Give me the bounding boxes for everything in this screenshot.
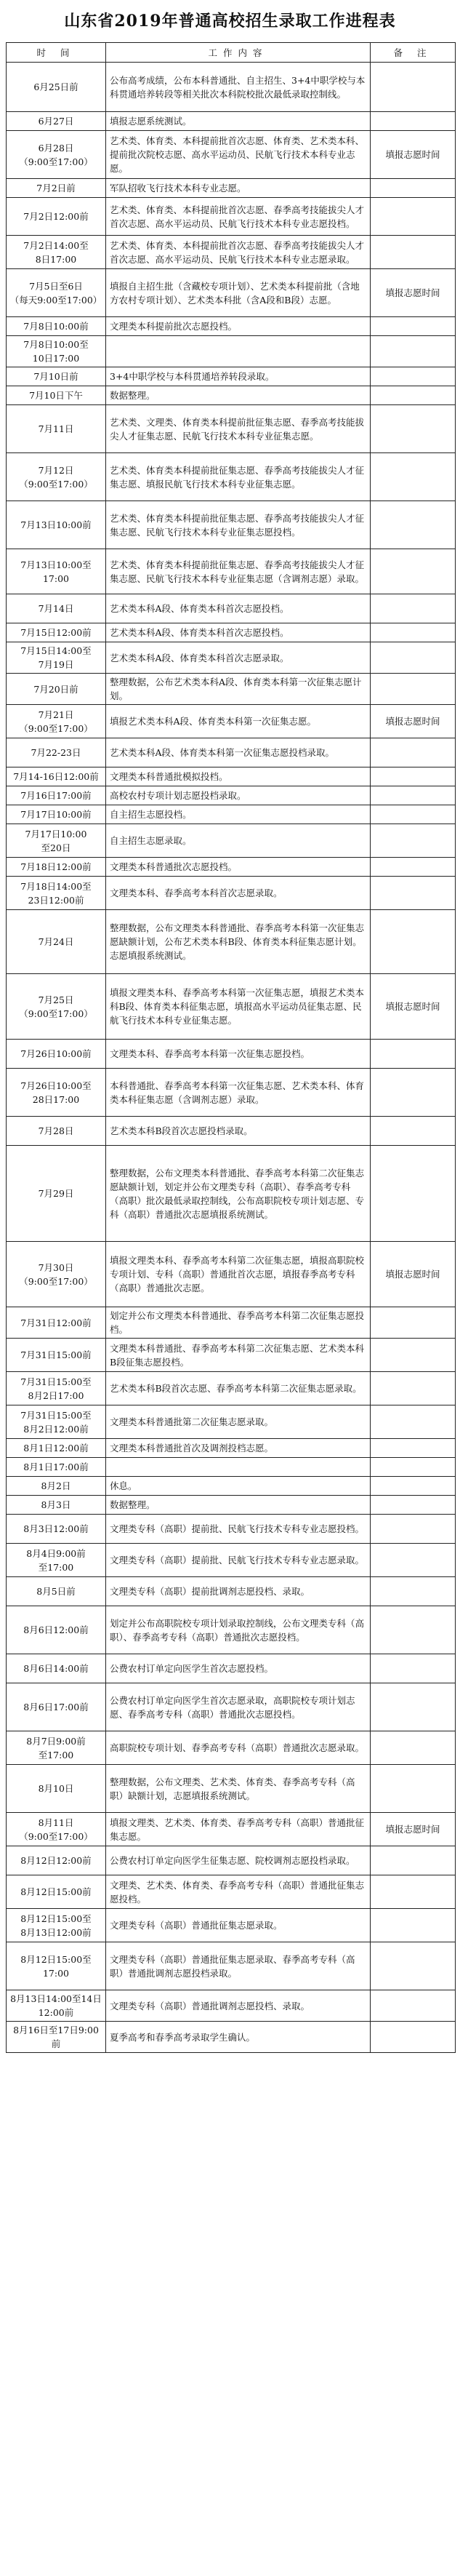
table-row [7, 1372, 456, 1405]
row-content: 整理数据，公布文理类、艺术类、体育类、春季高考专科（高职）缺额计划，志愿填报系统测试。 [106, 1765, 371, 1813]
row-time: 7月15日14:00至 7月19日 [7, 642, 106, 674]
row-content: 艺术类本科A段、体育类本科首次志愿投档。 [106, 594, 371, 623]
table-row [7, 767, 456, 786]
row-note [371, 1339, 456, 1372]
header-note: 备 注 [371, 43, 456, 63]
row-note: 填报志愿时间 [371, 1242, 456, 1307]
table-row [7, 1813, 456, 1846]
table-row [7, 1606, 456, 1654]
row-time: 7月21日 （9:00至17:00） [7, 705, 106, 738]
row-time: 8月5日前 [7, 1577, 106, 1606]
row-content: 艺术类、文理类、体育类本科提前批征集志愿、春季高考技能拔尖人才征集志愿、民航飞行技术本科专业征集志愿。 [106, 405, 371, 453]
table-row [7, 1040, 456, 1069]
row-time: 8月1日17:00前 [7, 1458, 106, 1477]
table-row [7, 824, 456, 858]
row-note [371, 1731, 456, 1765]
row-content: 艺术类、体育类本科提前批征集志愿、春季高考技能拔尖人才征集志愿、民航飞行技术本科专业征集志愿投档。 [106, 501, 371, 549]
row-content: 艺术类本科A段、体育类本科第一次征集志愿投档录取。 [106, 738, 371, 767]
row-content: 数据整理。 [106, 386, 371, 405]
table-row [7, 1909, 456, 1942]
row-time: 7月17日10:00前 [7, 805, 106, 824]
row-content: 休息。 [106, 1477, 371, 1496]
row-time: 8月2日 [7, 1477, 106, 1496]
table-row [7, 1990, 456, 2022]
row-note [371, 1307, 456, 1339]
row-note [371, 1477, 456, 1496]
row-content: 公费农村订单定向医学生征集志愿、院校调剂志愿投档录取。 [106, 1846, 371, 1875]
row-note [371, 1405, 456, 1439]
row-note [371, 63, 456, 112]
row-time: 8月6日12:00前 [7, 1606, 106, 1654]
table-row [7, 1477, 456, 1496]
row-note [371, 805, 456, 824]
row-note [371, 1606, 456, 1654]
row-time: 7月13日10:00至 17:00 [7, 549, 106, 594]
row-note [371, 767, 456, 786]
row-time: 7月2日12:00前 [7, 198, 106, 236]
row-note: 填报志愿时间 [371, 131, 456, 179]
header-time: 时 间 [7, 43, 106, 63]
table-row [7, 549, 456, 594]
row-content: 公费农村订单定向医学生首次志愿投档。 [106, 1654, 371, 1683]
page-title: 山东省2019年普通高校招生录取工作进程表 [64, 12, 396, 31]
row-content: 文理类本科普通批首次及调剂投档志愿。 [106, 1439, 371, 1458]
row-note: 填报志愿时间 [371, 269, 456, 317]
table-row [7, 269, 456, 317]
row-note [371, 910, 456, 974]
table-row [7, 594, 456, 623]
row-content: 高校农村专项计划志愿投档录取。 [106, 786, 371, 805]
table-row [7, 1731, 456, 1765]
table-row [7, 367, 456, 386]
table-row [7, 112, 456, 131]
table-row [7, 1496, 456, 1515]
row-time: 8月6日17:00前 [7, 1683, 106, 1731]
row-time: 7月25日 （9:00至17:00） [7, 974, 106, 1040]
table-row [7, 198, 456, 236]
table-row [7, 1942, 456, 1990]
row-time: 7月22-23日 [7, 738, 106, 767]
row-note [371, 386, 456, 405]
row-time: 8月16日至17日9:00前 [7, 2022, 106, 2053]
row-time: 7月16日17:00前 [7, 786, 106, 805]
row-note [371, 405, 456, 453]
table-row [7, 1117, 456, 1146]
row-time: 8月3日 [7, 1496, 106, 1515]
row-content: 军队招收飞行技术本科专业志愿。 [106, 179, 371, 198]
row-content: 3+4中职学校与本科贯通培养转段录取。 [106, 367, 371, 386]
row-note [371, 1909, 456, 1942]
row-content: 文理类、艺术类、体育类、春季高考专科（高职）普通批征集志愿投档。 [106, 1875, 371, 1909]
row-note [371, 336, 456, 367]
row-time: 7月18日14:00至 23日12:00前 [7, 877, 106, 910]
row-content: 填报文理类本科、春季高考本科第二次征集志愿，填报高职院校专项计划、专科（高职）普通批首次志愿，填报春季高考专科（高职）普通批次志愿。 [106, 1242, 371, 1307]
table-row [7, 179, 456, 198]
row-note [371, 738, 456, 767]
row-content: 文理类本科普通批模拟投档。 [106, 767, 371, 786]
row-content: 数据整理。 [106, 1496, 371, 1515]
table-row [7, 386, 456, 405]
row-time: 7月26日10:00至 28日17:00 [7, 1069, 106, 1117]
table-row [7, 1307, 456, 1339]
table-row [7, 877, 456, 910]
row-content: 本科普通批、春季高考本科第一次征集志愿、艺术类本科、体育类本科征集志愿（含调剂志愿）录取。 [106, 1069, 371, 1117]
row-content: 填报艺术类本科A段、体育类本科第一次征集志愿。 [106, 705, 371, 738]
row-note [371, 594, 456, 623]
row-note [371, 786, 456, 805]
row-time: 6月25日前 [7, 63, 106, 112]
table-row [7, 1577, 456, 1606]
row-time: 6月27日 [7, 112, 106, 131]
row-note [371, 623, 456, 642]
row-time: 8月12日12:00前 [7, 1846, 106, 1875]
row-content: 艺术类本科A段、体育类本科首次志愿录取。 [106, 642, 371, 674]
table-row [7, 1683, 456, 1731]
row-note [371, 642, 456, 674]
table-row [7, 705, 456, 738]
row-time: 8月3日12:00前 [7, 1515, 106, 1544]
header-row [7, 43, 456, 63]
row-time: 7月28日 [7, 1117, 106, 1146]
row-content: 公布高考成绩，公布本科普通批、自主招生、3+4中职学校与本科贯通培养转段等相关批次本科院校批次最低录取控制线。 [106, 63, 371, 112]
table-row [7, 63, 456, 112]
row-time: 7月17日10:00 至20日 [7, 824, 106, 858]
row-content: 艺术类、体育类本科提前批征集志愿、春季高考技能拔尖人才征集志愿、填报民航飞行技术本科专业征集志愿。 [106, 453, 371, 501]
table-row [7, 623, 456, 642]
row-time: 7月31日12:00前 [7, 1307, 106, 1339]
row-time: 7月2日前 [7, 179, 106, 198]
row-time: 7月31日15:00前 [7, 1339, 106, 1372]
table-row [7, 1765, 456, 1813]
row-note [371, 1942, 456, 1990]
row-content: 填报文理类本科、春季高考本科第一次征集志愿，填报艺术类本科B段、体育类本科征集志愿，填报高水平运动员征集志愿、民航飞行技术本科专业征集志愿。 [106, 974, 371, 1040]
row-time: 7月15日12:00前 [7, 623, 106, 642]
row-content: 高职院校专项计划、春季高考专科（高职）普通批次志愿录取。 [106, 1731, 371, 1765]
table-row [7, 1242, 456, 1307]
row-content: 艺术类、体育类、本科提前批首次志愿、春季高考技能拔尖人才首次志愿、高水平运动员、民航飞行技术本科专业志愿录取。 [106, 236, 371, 269]
table-row [7, 786, 456, 805]
table-row [7, 501, 456, 549]
row-note [371, 1654, 456, 1683]
row-note [371, 179, 456, 198]
row-content: 文理类本科、春季高考本科首次志愿录取。 [106, 877, 371, 910]
row-time: 8月11日 （9:00至17:00） [7, 1813, 106, 1846]
row-time: 7月10日前 [7, 367, 106, 386]
table-row [7, 805, 456, 824]
row-content: 填报志愿系统测试。 [106, 112, 371, 131]
row-time: 8月4日9:00前 至17:00 [7, 1544, 106, 1577]
row-content: 文理类专科（高职）普通批调剂志愿投档、录取。 [106, 1990, 371, 2022]
row-time: 7月24日 [7, 910, 106, 974]
row-content: 文理类专科（高职）普通批征集志愿录取。 [106, 1909, 371, 1942]
table-row [7, 405, 456, 453]
row-note [371, 317, 456, 336]
row-time: 7月20日前 [7, 674, 106, 705]
table-row [7, 858, 456, 877]
table-row [7, 1458, 456, 1477]
table-row [7, 738, 456, 767]
row-time: 7月13日10:00前 [7, 501, 106, 549]
table-row [7, 453, 456, 501]
row-content: 公费农村订单定向医学生首次志愿录取，高职院校专项计划志愿、春季高考专科（高职）普通批次志愿投档。 [106, 1683, 371, 1731]
row-content: 整理数据，公布艺术类本科A段、体育类本科第一次征集志愿计划。 [106, 674, 371, 705]
row-time: 7月5日至6日 （每天9:00至17:00） [7, 269, 106, 317]
row-note [371, 1846, 456, 1875]
row-content: 艺术类本科B段首次志愿投档录取。 [106, 1117, 371, 1146]
row-time: 7月29日 [7, 1146, 106, 1242]
table-row [7, 131, 456, 179]
row-content: 艺术类、体育类本科提前批征集志愿、春季高考技能拔尖人才征集志愿、民航飞行技术本科专业征集志愿（含调剂志愿）录取。 [106, 549, 371, 594]
header-content: 工作内容 [106, 43, 371, 63]
row-note [371, 1683, 456, 1731]
row-note [371, 1515, 456, 1544]
table-row [7, 236, 456, 269]
row-time: 8月10日 [7, 1765, 106, 1813]
table-row [7, 974, 456, 1040]
schedule-body [7, 63, 456, 2053]
table-row [7, 642, 456, 674]
row-note [371, 1040, 456, 1069]
row-time: 7月31日15:00至 8月2日12:00前 [7, 1405, 106, 1439]
row-content: 文理类专科（高职）普通批征集志愿录取、春季高考专科（高职）普通批调剂志愿投档录取。 [106, 1942, 371, 1990]
row-note [371, 1069, 456, 1117]
row-note [371, 453, 456, 501]
row-note [371, 1875, 456, 1909]
row-note [371, 1372, 456, 1405]
row-note [371, 1439, 456, 1458]
row-note [371, 1765, 456, 1813]
row-content: 自主招生志愿投档。 [106, 805, 371, 824]
row-time: 8月12日15:00至 17:00 [7, 1942, 106, 1990]
row-note [371, 2022, 456, 2053]
row-content: 艺术类、体育类、本科提前批首次志愿、春季高考技能拔尖人才首次志愿、高水平运动员、民航飞行技术本科专业志愿投档。 [106, 198, 371, 236]
row-note: 填报志愿时间 [371, 1813, 456, 1846]
table-row [7, 317, 456, 336]
row-content: 艺术类本科B段首次志愿、春季高考本科第二次征集志愿录取。 [106, 1372, 371, 1405]
row-time: 8月12日15:00前 [7, 1875, 106, 1909]
row-note [371, 824, 456, 858]
table-row [7, 1544, 456, 1577]
row-time: 8月12日15:00至 8月13日12:00前 [7, 1909, 106, 1942]
row-content: 划定并公布高职院校专项计划录取控制线，公布文理类专科（高职）、春季高考专科（高职）普通批次志愿投档。 [106, 1606, 371, 1654]
row-content: 整理数据，公布文理类本科普通批、春季高考本科第一次征集志愿缺额计划，公布艺术类本科B段、体育类本科征集志愿计划。志愿填报系统测试。 [106, 910, 371, 974]
row-time: 7月11日 [7, 405, 106, 453]
row-content: 划定并公布文理类本科普通批、春季高考本科第二次征集志愿投档。 [106, 1307, 371, 1339]
row-time: 8月7日9:00前 至17:00 [7, 1731, 106, 1765]
schedule-table [6, 42, 456, 2053]
row-note [371, 858, 456, 877]
row-content: 文理类本科普通批第二次征集志愿录取。 [106, 1405, 371, 1439]
row-content: 文理类本科普通批、春季高考本科第二次征集志愿、艺术类本科B段征集志愿投档。 [106, 1339, 371, 1372]
row-note [371, 549, 456, 594]
row-content: 文理类专科（高职）提前批、民航飞行技术专科专业志愿录取。 [106, 1544, 371, 1577]
row-note [371, 1146, 456, 1242]
row-note [371, 198, 456, 236]
row-content: 夏季高考和春季高考录取学生确认。 [106, 2022, 371, 2053]
row-time: 7月18日12:00前 [7, 858, 106, 877]
row-time: 8月13日14:00至14日12:00前 [7, 1990, 106, 2022]
row-content: 文理类本科提前批次志愿投档。 [106, 317, 371, 336]
row-time: 8月6日14:00前 [7, 1654, 106, 1683]
table-row [7, 674, 456, 705]
row-note [371, 236, 456, 269]
row-note [371, 1577, 456, 1606]
row-time: 6月28日 （9:00至17:00） [7, 131, 106, 179]
row-note [371, 367, 456, 386]
row-content [106, 336, 371, 367]
row-note [371, 1496, 456, 1515]
row-time: 7月14-16日12:00前 [7, 767, 106, 786]
row-content: 填报文理类、艺术类、体育类、春季高考专科（高职）普通批征集志愿。 [106, 1813, 371, 1846]
table-row [7, 336, 456, 367]
row-time: 7月26日10:00前 [7, 1040, 106, 1069]
row-time: 7月2日14:00至 8日17:00 [7, 236, 106, 269]
row-note [371, 501, 456, 549]
row-note [371, 1990, 456, 2022]
row-time: 7月12日 （9:00至17:00） [7, 453, 106, 501]
row-content: 文理类本科普通批次志愿投档。 [106, 858, 371, 877]
row-time: 8月1日12:00前 [7, 1439, 106, 1458]
row-note [371, 877, 456, 910]
table-row [7, 1875, 456, 1909]
row-content: 文理类本科、春季高考本科第一次征集志愿投档。 [106, 1040, 371, 1069]
table-row [7, 1846, 456, 1875]
row-note [371, 1458, 456, 1477]
row-time: 7月8日10:00前 [7, 317, 106, 336]
table-row [7, 1439, 456, 1458]
row-time: 7月8日10:00至 10日17:00 [7, 336, 106, 367]
table-row [7, 910, 456, 974]
row-time: 7月14日 [7, 594, 106, 623]
row-content: 整理数据，公布文理类本科普通批、春季高考本科第二次征集志愿缺额计划，划定并公布文理类专科（高职）、春季高考专科（高职）批次最低录取控制线，公布高职院校专项计划志愿、专科（高职）普通批次志愿填报系统测试。 [106, 1146, 371, 1242]
row-content [106, 1458, 371, 1477]
table-row [7, 1339, 456, 1372]
row-note: 填报志愿时间 [371, 974, 456, 1040]
row-note [371, 1544, 456, 1577]
row-note: 填报志愿时间 [371, 705, 456, 738]
row-time: 7月10日下午 [7, 386, 106, 405]
row-content: 艺术类、体育类、本科提前批首次志愿、体育类、艺术类本科、提前批次院校志愿、高水平运动员、民航飞行技术本科专业志愿。 [106, 131, 371, 179]
row-time: 7月31日15:00至 8月2日17:00 [7, 1372, 106, 1405]
row-note [371, 674, 456, 705]
row-note [371, 112, 456, 131]
row-content: 文理类专科（高职）提前批、民航飞行技术专科专业志愿投档。 [106, 1515, 371, 1544]
table-row [7, 1654, 456, 1683]
table-row [7, 1515, 456, 1544]
table-row [7, 1069, 456, 1117]
row-content: 文理类专科（高职）提前批调剂志愿投档、录取。 [106, 1577, 371, 1606]
row-note [371, 1117, 456, 1146]
table-row [7, 1405, 456, 1439]
row-content: 自主招生志愿录取。 [106, 824, 371, 858]
row-time: 7月30日 （9:00至17:00） [7, 1242, 106, 1307]
row-content: 艺术类本科A段、体育类本科首次志愿投档。 [106, 623, 371, 642]
table-row [7, 1146, 456, 1242]
row-content: 填报自主招生批（含藏校专项计划）、艺术类本科提前批（含地方农村专项计划）、艺术类本科批（含A段和B段）志愿。 [106, 269, 371, 317]
table-row [7, 2022, 456, 2053]
